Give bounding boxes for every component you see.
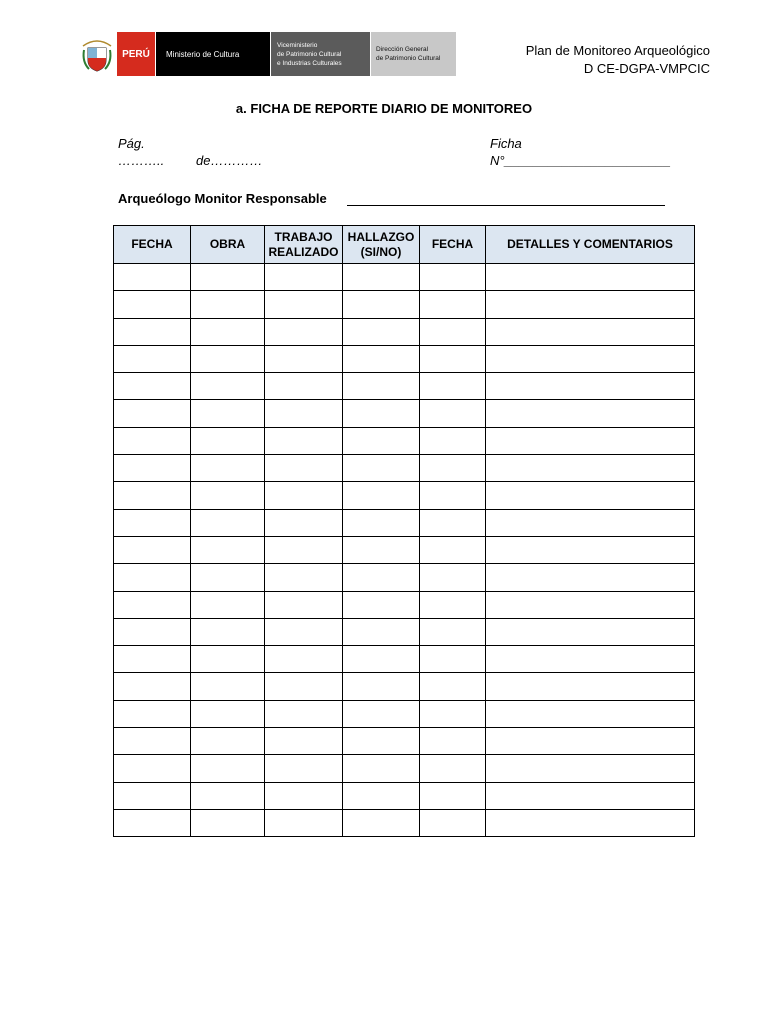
table-cell[interactable] bbox=[343, 564, 420, 591]
table-cell[interactable] bbox=[486, 673, 695, 700]
table-cell[interactable] bbox=[486, 564, 695, 591]
table-cell[interactable] bbox=[191, 427, 265, 454]
table-cell[interactable] bbox=[486, 755, 695, 782]
table-cell[interactable] bbox=[420, 536, 486, 563]
table-row bbox=[114, 509, 695, 536]
table-cell[interactable] bbox=[486, 345, 695, 372]
table-row bbox=[114, 782, 695, 809]
table-row bbox=[114, 700, 695, 727]
table-cell[interactable] bbox=[191, 809, 265, 836]
table-cell[interactable] bbox=[343, 400, 420, 427]
table-cell[interactable] bbox=[114, 646, 191, 673]
table-cell[interactable] bbox=[420, 455, 486, 482]
table-cell[interactable] bbox=[265, 427, 343, 454]
table-cell[interactable] bbox=[191, 700, 265, 727]
table-cell[interactable] bbox=[191, 782, 265, 809]
table-cell[interactable] bbox=[114, 318, 191, 345]
logo-ministry: Ministerio de Cultura bbox=[156, 32, 270, 76]
table-cell[interactable] bbox=[265, 700, 343, 727]
table-cell[interactable] bbox=[486, 482, 695, 509]
table-cell[interactable] bbox=[486, 291, 695, 318]
table-cell[interactable] bbox=[420, 728, 486, 755]
table-cell[interactable] bbox=[114, 755, 191, 782]
table-cell[interactable] bbox=[343, 291, 420, 318]
table-row bbox=[114, 809, 695, 836]
table-cell[interactable] bbox=[114, 591, 191, 618]
table-cell[interactable] bbox=[191, 728, 265, 755]
table-cell[interactable] bbox=[265, 536, 343, 563]
table-cell[interactable] bbox=[343, 646, 420, 673]
table-cell[interactable] bbox=[191, 455, 265, 482]
coat-of-arms-icon bbox=[80, 36, 114, 74]
table-cell[interactable] bbox=[420, 509, 486, 536]
page-number-field: ……….. bbox=[118, 153, 165, 168]
table-cell[interactable] bbox=[191, 345, 265, 372]
table-cell[interactable] bbox=[343, 264, 420, 291]
table-cell[interactable] bbox=[265, 318, 343, 345]
table-cell[interactable] bbox=[114, 455, 191, 482]
table-cell[interactable] bbox=[486, 618, 695, 645]
table-cell[interactable] bbox=[486, 646, 695, 673]
table-cell[interactable] bbox=[114, 536, 191, 563]
logo-viceministry bbox=[270, 32, 370, 76]
table-cell[interactable] bbox=[486, 264, 695, 291]
table-cell[interactable] bbox=[343, 373, 420, 400]
table-cell[interactable] bbox=[420, 809, 486, 836]
table-row bbox=[114, 618, 695, 645]
table-cell[interactable] bbox=[420, 755, 486, 782]
col-trabajo-realizado: TRABAJO REALIZADO bbox=[265, 226, 343, 264]
table-cell[interactable] bbox=[343, 809, 420, 836]
page-label: Pág. bbox=[118, 136, 145, 151]
table-cell[interactable] bbox=[486, 782, 695, 809]
table-cell[interactable] bbox=[265, 345, 343, 372]
archaeologist-signature-line bbox=[347, 205, 665, 206]
report-table bbox=[113, 225, 695, 837]
ministry-logo bbox=[117, 32, 456, 76]
form-title: a. FICHA DE REPORTE DIARIO DE MONITOREO bbox=[235, 101, 533, 116]
table-row bbox=[114, 427, 695, 454]
table-cell[interactable] bbox=[420, 400, 486, 427]
table-cell[interactable] bbox=[191, 482, 265, 509]
table-cell[interactable] bbox=[114, 482, 191, 509]
table-cell[interactable] bbox=[343, 509, 420, 536]
table-row bbox=[114, 482, 695, 509]
col-hallazgo: HALLAZGO (SI/NO) bbox=[343, 226, 420, 264]
table-cell[interactable] bbox=[486, 700, 695, 727]
col-detalles: DETALLES Y COMENTARIOS bbox=[486, 226, 695, 264]
table-row bbox=[114, 318, 695, 345]
table-cell[interactable] bbox=[191, 536, 265, 563]
col-fecha: FECHA bbox=[114, 226, 191, 264]
table-row bbox=[114, 455, 695, 482]
table-cell[interactable] bbox=[265, 564, 343, 591]
table-body bbox=[114, 264, 695, 837]
table-cell[interactable] bbox=[343, 618, 420, 645]
table-cell[interactable] bbox=[114, 345, 191, 372]
table-row bbox=[114, 673, 695, 700]
table-cell[interactable] bbox=[343, 482, 420, 509]
table-cell[interactable] bbox=[343, 427, 420, 454]
table-cell[interactable] bbox=[420, 291, 486, 318]
table-cell[interactable] bbox=[191, 291, 265, 318]
table-cell[interactable] bbox=[420, 345, 486, 372]
table-header-row bbox=[114, 226, 695, 264]
table-cell[interactable] bbox=[420, 673, 486, 700]
table-cell[interactable] bbox=[265, 591, 343, 618]
logo-peru: PERÚ bbox=[117, 32, 156, 76]
plan-heading bbox=[526, 42, 710, 78]
table-row bbox=[114, 564, 695, 591]
table-cell[interactable] bbox=[265, 618, 343, 645]
table-cell[interactable] bbox=[420, 318, 486, 345]
table-cell[interactable] bbox=[486, 400, 695, 427]
plan-code: D CE-DGPA-VMPCIC bbox=[583, 61, 710, 76]
table-cell[interactable] bbox=[114, 700, 191, 727]
table-cell[interactable] bbox=[191, 564, 265, 591]
table-cell[interactable] bbox=[191, 646, 265, 673]
table-cell[interactable] bbox=[114, 509, 191, 536]
logo-vice-line3: e Industrias Culturales bbox=[277, 59, 342, 67]
table-cell[interactable] bbox=[420, 700, 486, 727]
table-cell[interactable] bbox=[191, 264, 265, 291]
table-row bbox=[114, 755, 695, 782]
table-row bbox=[114, 400, 695, 427]
table-row bbox=[114, 728, 695, 755]
archaeologist-label: Arqueólogo Monitor Responsable bbox=[118, 191, 327, 206]
table-row bbox=[114, 345, 695, 372]
table-cell[interactable] bbox=[486, 536, 695, 563]
table-cell[interactable] bbox=[486, 591, 695, 618]
logo-direction bbox=[370, 32, 456, 76]
table-cell[interactable] bbox=[420, 373, 486, 400]
table-cell[interactable] bbox=[265, 482, 343, 509]
table-cell[interactable] bbox=[343, 345, 420, 372]
logo-dir-line1: Dirección General bbox=[376, 46, 429, 53]
table-cell[interactable] bbox=[343, 728, 420, 755]
table-cell[interactable] bbox=[265, 809, 343, 836]
table-cell[interactable] bbox=[191, 373, 265, 400]
table-cell[interactable] bbox=[265, 728, 343, 755]
table-cell[interactable] bbox=[191, 673, 265, 700]
table-cell[interactable] bbox=[420, 646, 486, 673]
page-total-field: de………… bbox=[196, 153, 263, 168]
col-fecha-2: FECHA bbox=[420, 226, 486, 264]
table-cell[interactable] bbox=[265, 509, 343, 536]
table-cell[interactable] bbox=[114, 564, 191, 591]
ficha-number-field: N°_______________________ bbox=[490, 153, 671, 168]
document-header bbox=[80, 32, 720, 76]
table-cell[interactable] bbox=[265, 455, 343, 482]
table-cell[interactable] bbox=[114, 782, 191, 809]
table-cell[interactable] bbox=[191, 318, 265, 345]
table-cell[interactable] bbox=[265, 264, 343, 291]
table-cell[interactable] bbox=[420, 564, 486, 591]
table-row bbox=[114, 646, 695, 673]
table-cell[interactable] bbox=[114, 291, 191, 318]
table-cell[interactable] bbox=[191, 755, 265, 782]
table-cell[interactable] bbox=[265, 673, 343, 700]
table-row bbox=[114, 373, 695, 400]
table-cell[interactable] bbox=[191, 618, 265, 645]
table-cell[interactable] bbox=[486, 728, 695, 755]
col-obra: OBRA bbox=[191, 226, 265, 264]
table-cell[interactable] bbox=[486, 427, 695, 454]
table-cell[interactable] bbox=[114, 809, 191, 836]
table-cell[interactable] bbox=[265, 373, 343, 400]
table-cell[interactable] bbox=[265, 782, 343, 809]
logo-vice-line2: de Patrimonio Cultural bbox=[277, 50, 342, 58]
plan-title: Plan de Monitoreo Arqueológico bbox=[525, 43, 710, 58]
logo-dir-line2: de Patrimonio Cultural bbox=[376, 55, 441, 62]
table-row bbox=[114, 591, 695, 618]
table-cell[interactable] bbox=[420, 264, 486, 291]
table-cell[interactable] bbox=[343, 700, 420, 727]
ficha-label: Ficha bbox=[490, 136, 522, 151]
table-cell[interactable] bbox=[343, 455, 420, 482]
table-cell[interactable] bbox=[265, 291, 343, 318]
table-cell[interactable] bbox=[191, 400, 265, 427]
table-row bbox=[114, 291, 695, 318]
table-cell[interactable] bbox=[114, 264, 191, 291]
table-cell[interactable] bbox=[420, 591, 486, 618]
table-cell[interactable] bbox=[420, 482, 486, 509]
table-cell[interactable] bbox=[343, 755, 420, 782]
table-row bbox=[114, 536, 695, 563]
table-cell[interactable] bbox=[343, 591, 420, 618]
table-cell[interactable] bbox=[191, 509, 265, 536]
table-cell[interactable] bbox=[343, 782, 420, 809]
table-cell[interactable] bbox=[343, 536, 420, 563]
table-cell[interactable] bbox=[486, 373, 695, 400]
table-cell[interactable] bbox=[265, 755, 343, 782]
table-cell[interactable] bbox=[420, 427, 486, 454]
table-cell[interactable] bbox=[420, 618, 486, 645]
table-row bbox=[114, 264, 695, 291]
table-cell[interactable] bbox=[486, 809, 695, 836]
table-cell[interactable] bbox=[486, 455, 695, 482]
table-cell[interactable] bbox=[343, 318, 420, 345]
table-cell[interactable] bbox=[486, 509, 695, 536]
logo-vice-line1: Viceministerio bbox=[277, 41, 318, 49]
table-cell[interactable] bbox=[114, 673, 191, 700]
table-cell[interactable] bbox=[114, 400, 191, 427]
table-cell[interactable] bbox=[486, 318, 695, 345]
table-cell[interactable] bbox=[420, 782, 486, 809]
table-cell[interactable] bbox=[114, 618, 191, 645]
table-cell[interactable] bbox=[191, 591, 265, 618]
table-cell[interactable] bbox=[114, 728, 191, 755]
table-cell[interactable] bbox=[343, 673, 420, 700]
table-cell[interactable] bbox=[265, 646, 343, 673]
table-cell[interactable] bbox=[265, 400, 343, 427]
table-cell[interactable] bbox=[114, 427, 191, 454]
table-cell[interactable] bbox=[114, 373, 191, 400]
